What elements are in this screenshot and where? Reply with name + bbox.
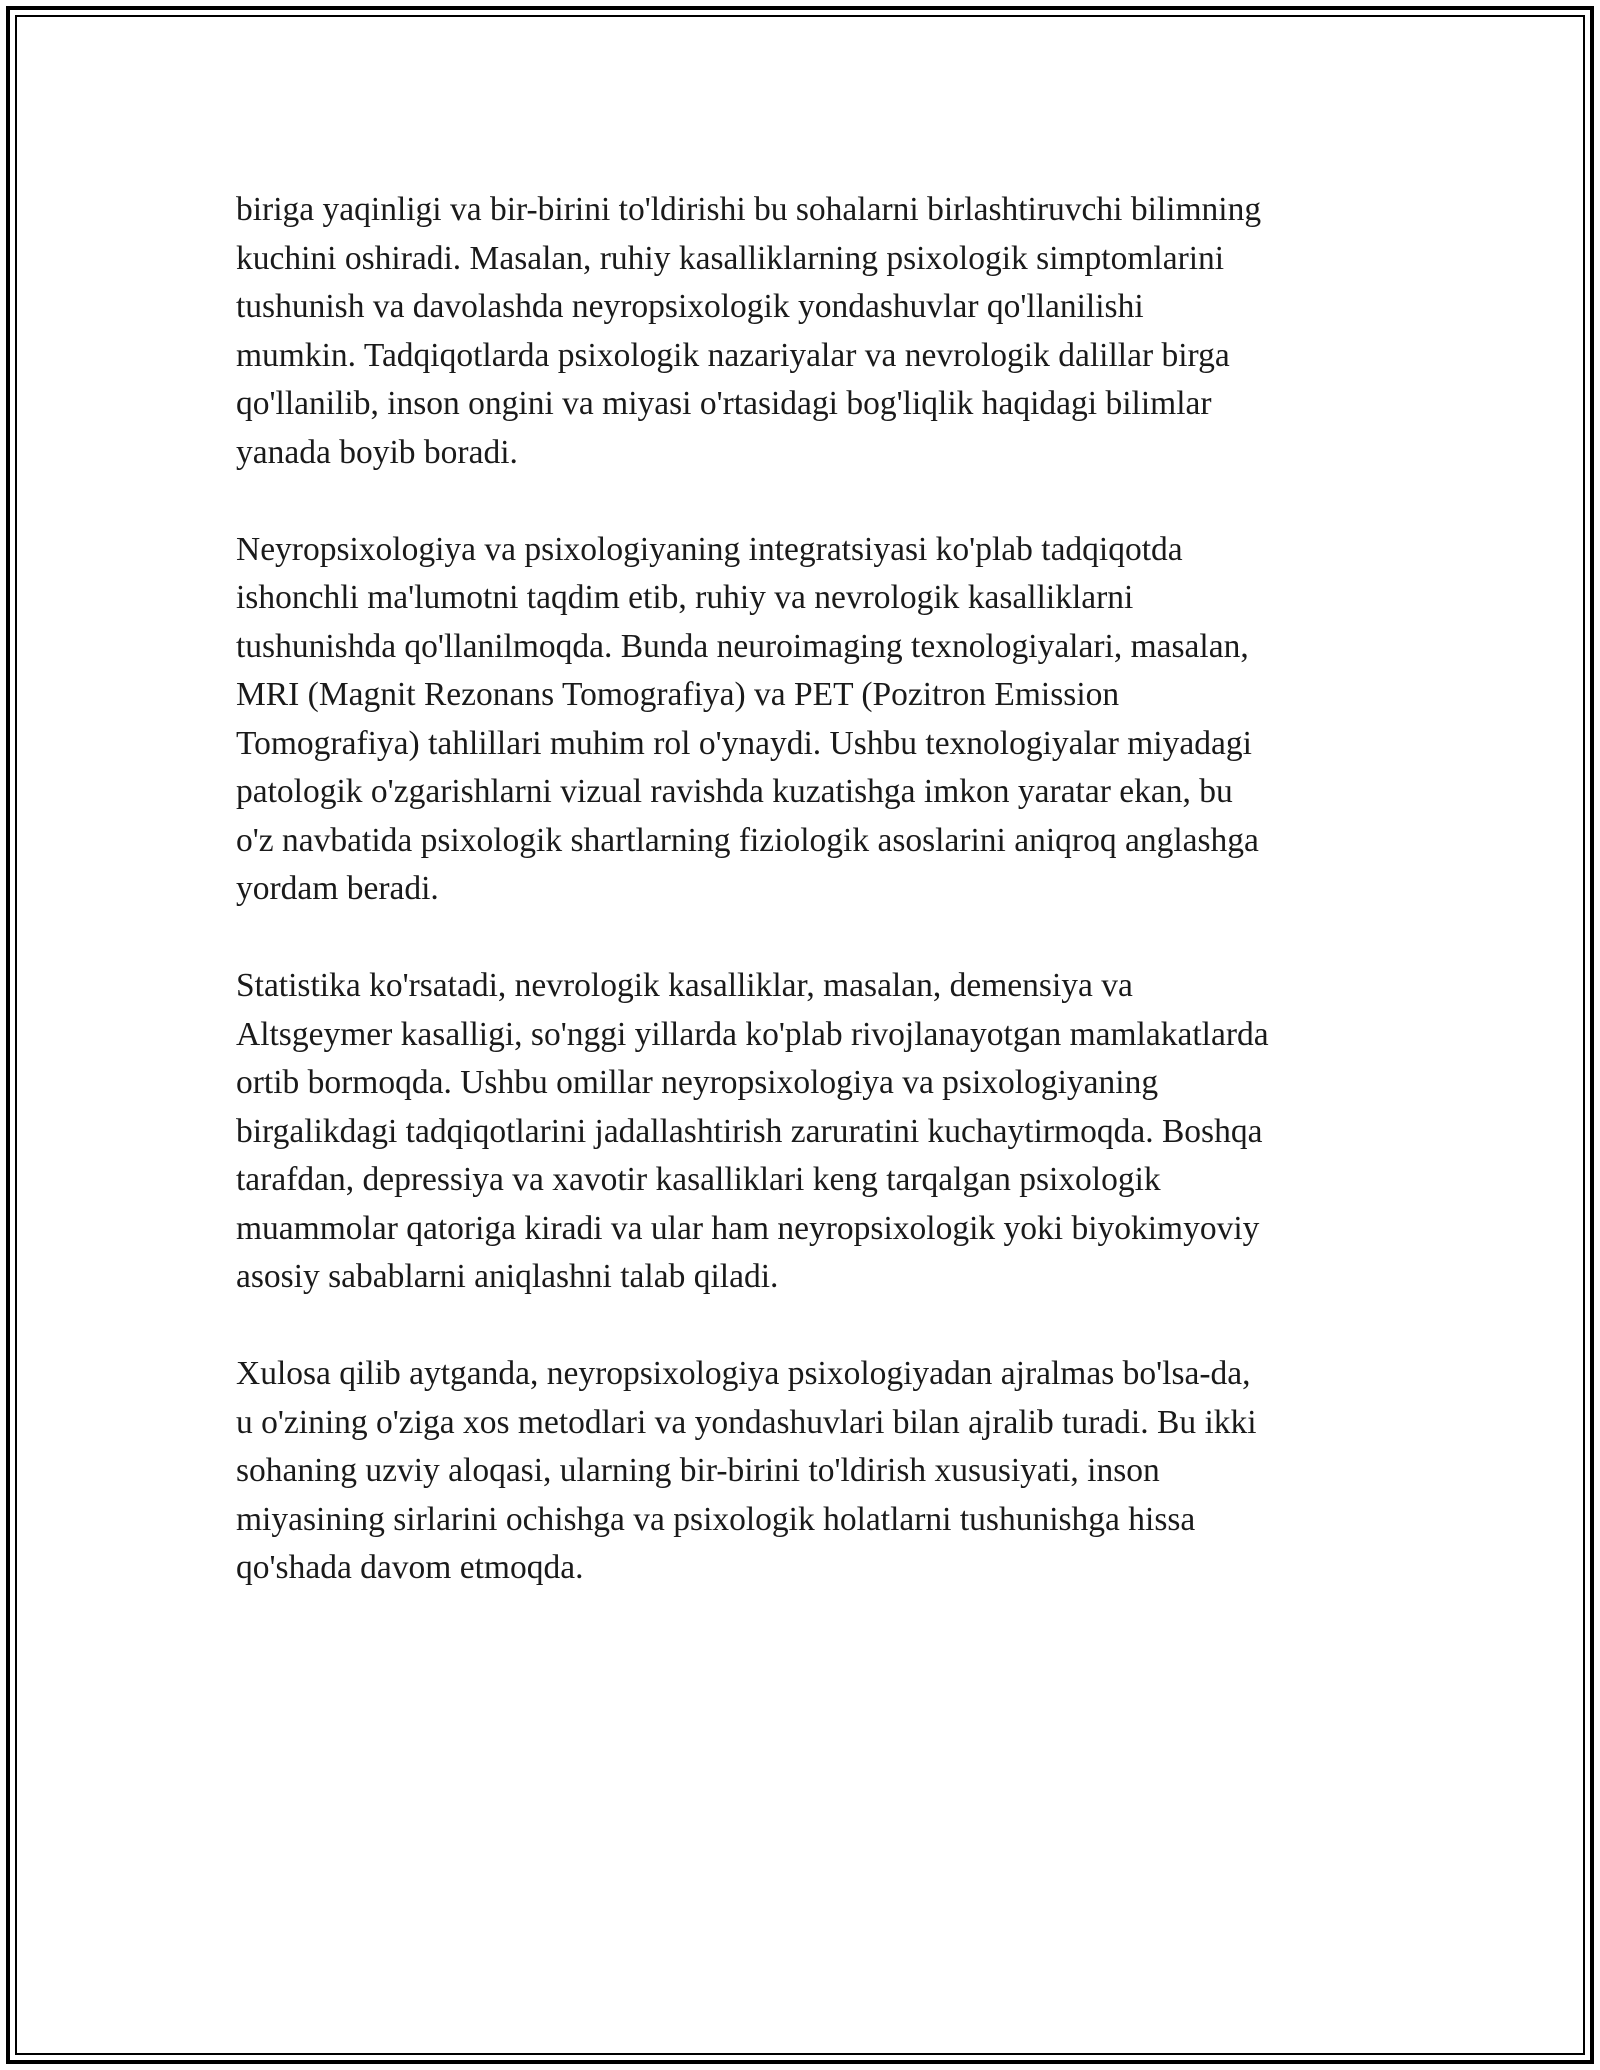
text-line: yordam beradi. — [236, 870, 439, 907]
text-line: tushunish va davolashda neyropsixologik yondashuvlar qo'llanilishi — [236, 288, 1144, 325]
text-line: qo'llanilib, inson ongini va miyasi o'rtasidagi bog'liqlik haqidagi bilimlar — [236, 385, 1212, 422]
text-line: miyasining sirlarini ochishga va psixologik holatlarni tushunishga hissa — [236, 1500, 1196, 1538]
text-line: MRI (Magnit Rezonans Tomografiya) va PET (Pozitron Emission — [236, 676, 1120, 713]
document-body — [236, 186, 1376, 1641]
paragraph-4 — [236, 1350, 1376, 1593]
paragraph-1 — [236, 186, 1376, 477]
text-line: Altsgeymer kasalligi, so'nggi yillarda ko'plab rivojlanayotgan mamlakatlarda — [236, 1015, 1269, 1053]
text-line: qo'shada davom etmoqda. — [236, 1549, 584, 1586]
text-line: kuchini oshiradi. Masalan, ruhiy kasalliklarning psixologik simptomlarini — [236, 239, 1225, 277]
text-line: ortib bormoqda. Ushbu omillar neyropsixologiya va psixologiyaning — [236, 1064, 1159, 1101]
text-line: tarafdan, depressiya va xavotir kasalliklari keng tarqalgan psixologik — [236, 1161, 1161, 1198]
text-line: asosiy sabablarni aniqlashni talab qiladi. — [236, 1258, 779, 1295]
text-line: ishonchli ma'lumotni taqdim etib, ruhiy va nevrologik kasalliklarni — [236, 579, 1134, 616]
text-line: biriga yaqinligi va bir-birini to'ldirishi bu sohalarni birlashtiruvchi bilimning — [236, 191, 1262, 228]
text-line: u o'zining o'ziga xos metodlari va yondashuvlari bilan ajralib turadi. Bu ikki — [236, 1403, 1257, 1441]
text-line: mumkin. Tadqiqotlarda psixologik nazariyalar va nevrologik dalillar birga — [236, 336, 1230, 374]
paragraph-3 — [236, 962, 1376, 1302]
text-line: yanada boyib boradi. — [236, 433, 518, 471]
paragraph-2 — [236, 526, 1376, 914]
text-line: muammolar qatoriga kiradi va ular ham neyropsixologik yoki biyokimyoviy — [236, 1209, 1260, 1247]
text-line: tushunishda qo'llanilmoqda. Bunda neuroimaging texnologiyalari, masalan, — [236, 627, 1249, 665]
text-line: Tomografiya) tahlillari muhim rol o'ynaydi. Ushbu texnologiyalar miyadagi — [236, 724, 1252, 762]
text-line: Xulosa qilib aytganda, neyropsixologiya psixologiyadan ajralmas bo'lsa-da, — [236, 1355, 1251, 1392]
text-line: o'z navbatida psixologik shartlarning fiziologik asoslarini aniqroq anglashga — [236, 821, 1259, 859]
text-line: patologik o'zgarishlarni vizual ravishda kuzatishga imkon yaratar ekan, bu — [236, 773, 1233, 810]
text-line: sohaning uzviy aloqasi, ularning bir-birini to'ldirish xususiyati, inson — [236, 1452, 1160, 1489]
text-line: Neyropsixologiya va psixologiyaning integratsiyasi ko'plab tadqiqotda — [236, 530, 1183, 568]
text-line: birgalikdagi tadqiqotlarini jadallashtirish zaruratini kuchaytirmoqda. Boshqa — [236, 1112, 1263, 1150]
text-line: Statistika ko'rsatadi, nevrologik kasalliklar, masalan, demensiya va — [236, 967, 1133, 1004]
